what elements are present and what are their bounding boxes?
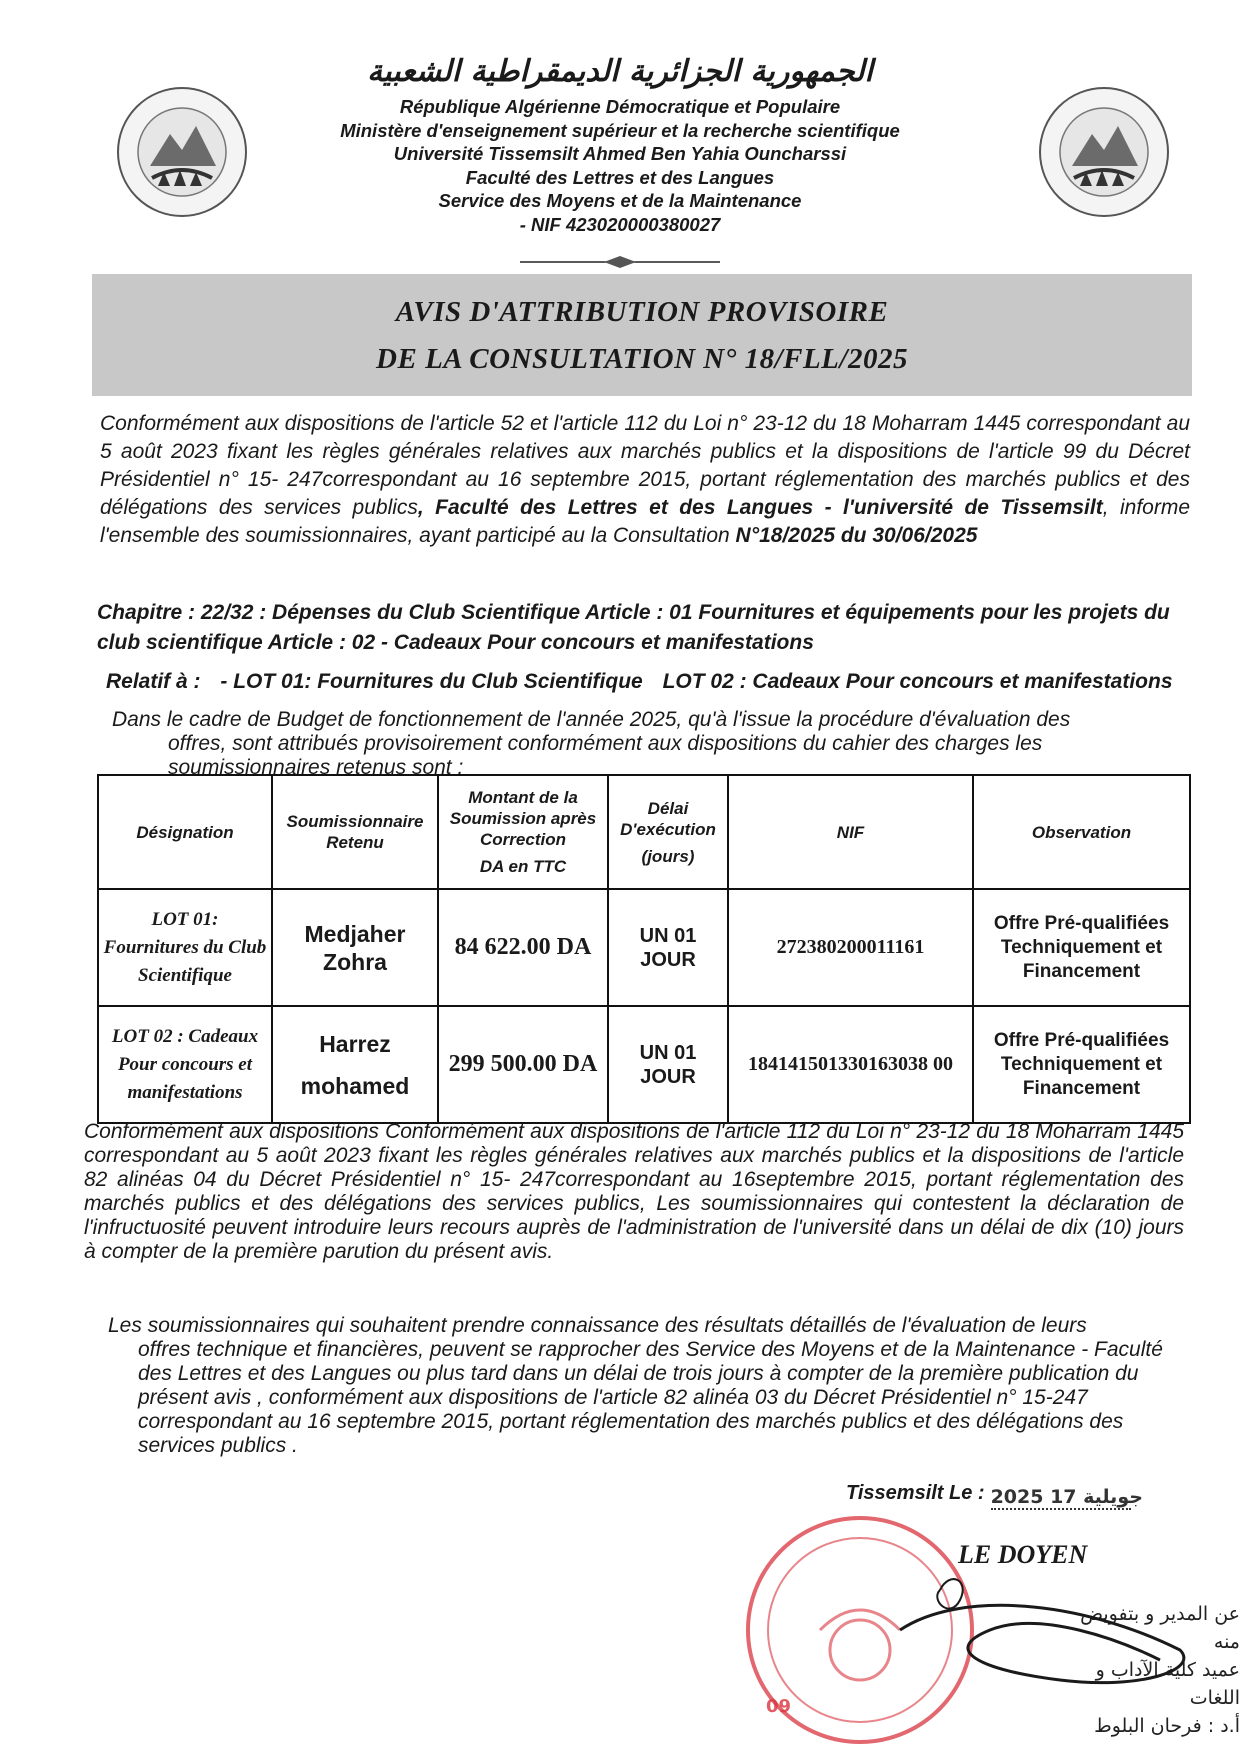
relatif-lot1: - LOT 01: Fournitures du Club Scientifique	[220, 670, 643, 693]
service-name: Service des Moyens et de la Maintenance	[438, 190, 802, 211]
row-montant: 299 500.00 DA	[438, 1006, 608, 1123]
chapitre-paragraph: Chapitre : 22/32 : Dépenses du Club Scientifique Article : 01 Fournitures et équipements pour les projets du club scientifique Article : 02 - Cadeaux Pour concours et manifestations	[97, 601, 1170, 654]
row-designation: LOT 01: Fournitures du Club Scientifique	[98, 889, 272, 1006]
header-montant-label: Montant de la Soumission après Correction	[449, 788, 597, 849]
budget-line-1: Dans le cadre de Budget de fonctionnement de l'année 2025, qu'à l'issue la procédure d'évaluation des	[112, 708, 1071, 731]
signatory-title: LE DOYEN	[958, 1540, 1088, 1569]
handwritten-date: 2025 جويلية 17	[990, 1486, 1143, 1508]
table-header-row	[98, 775, 1190, 889]
intro-text-1: Conformément aux dispositions de l'article 52 et l'article 112 du Loi n° 23-12 du 18 Moharram 1445 correspondant au 5 août 2023 fixant les règles générales relatives aux marchés publics et la dispositions de l'article 99 du Décret Présidentiel n° 15- 247correspondant au 16 septembre 2015, portant réglementation des marchés publics et des délégations des services publics	[100, 412, 1190, 519]
relatif-line	[106, 670, 1196, 694]
divider-ornament	[520, 254, 720, 270]
row-observation: Offre Pré-qualifiées Techniquement et Financement	[973, 1006, 1190, 1123]
banner-title-line1: AVIS D'ATTRIBUTION PROVISOIRE	[395, 296, 889, 328]
attribution-table	[97, 774, 1191, 1124]
table-row	[98, 889, 1190, 1006]
header-delai-label: Délai D'exécution	[620, 798, 716, 839]
row-nif: 272380200011161	[728, 889, 973, 1006]
row-delai: UN 01 JOUR	[608, 889, 728, 1006]
row-soumissionnaire-second: mohamed	[300, 1072, 410, 1099]
header-montant-unit: DA en TTC	[479, 857, 567, 876]
faculty-name: Faculté des Lettres et des Langues	[465, 166, 775, 188]
recours-paragraph: Conformément aux dispositions Conformément aux dispositions de l'article 112 du Loi n° 23-12 du 18 Moharram 1445 correspondant au 5 août 2023 fixant les règles générales relatives aux marchés publics et la dispositions de l'article 82 alinéas 04 du Décret Présidentiel n° 15- 247correspondant au 16septembre 2015, portant réglementation des marchés publics et des délégations des services publics, Les soumissionnaires qui contestent la déclaration de l'infructuosité peuvent introduire leurs recours auprès de l'administration de l'université dans un délai de dix (10) jours à compter de la première parution du présent avis.	[84, 1120, 1184, 1263]
relatif-lot2: LOT 02 : Cadeaux Pour concours et manifestations	[662, 670, 1173, 693]
handwritten-signature	[880, 1570, 1210, 1740]
row-soumissionnaire-second: Zohra	[323, 948, 387, 975]
row-soumissionnaire	[272, 1006, 438, 1123]
row-designation: LOT 02 : Cadeaux Pour concours et manifestations	[98, 1006, 272, 1123]
header-nif: NIF	[728, 775, 973, 889]
signature-line-1: عن المدير و بتفويض منه	[1080, 1603, 1240, 1653]
intro-text-2: , informe l'ensemble des soumissionnaires, ayant participé au la Consultation	[100, 496, 1190, 547]
ministry-name: Ministère d'enseignement supérieur et la recherche scientifique	[340, 119, 900, 141]
row-soumissionnaire-first: Harrez	[319, 1030, 391, 1057]
header-soumissionnaire: Soumissionnaire Retenu	[272, 775, 438, 889]
stamp-number: 09	[766, 1696, 792, 1717]
consultation-paragraph	[108, 1314, 1168, 1458]
signature-line-3: أ.د : فرحان البلوط	[1094, 1715, 1240, 1737]
university-logo-right	[1034, 82, 1174, 222]
republic-name: République Algérienne Démocratique et Populaire	[399, 96, 841, 117]
intro-paragraph	[100, 410, 1190, 550]
signature-line-2: عميد كلية الآداب و اللغات	[1095, 1659, 1240, 1709]
university-logo-left	[112, 82, 252, 222]
header-delai	[608, 775, 728, 889]
header-designation: Désignation	[98, 775, 272, 889]
relatif-label: Relatif à :	[106, 670, 201, 693]
table-row	[98, 1006, 1190, 1123]
row-soumissionnaire	[272, 889, 438, 1006]
header-delai-unit: (jours)	[641, 846, 695, 866]
intro-bold-consultation: N°18/2025 du 30/06/2025	[735, 524, 978, 547]
header-montant	[438, 775, 608, 889]
title-banner	[92, 274, 1192, 396]
intro-bold-faculty: , Faculté des Lettres et des Langues - l'université de Tissemsilt	[417, 496, 1103, 519]
header-observation: Observation	[973, 775, 1190, 889]
budget-line-2: offres, sont attribués provisoirement conformément aux dispositions du cahier des charges les	[168, 732, 1043, 755]
budget-paragraph	[112, 708, 1172, 780]
nif-line: - NIF 423020000380027	[519, 213, 721, 235]
row-soumissionnaire-first: Medjaher	[304, 920, 406, 947]
row-delai: UN 01 JOUR	[608, 1006, 728, 1123]
university-name: Université Tissemsilt Ahmed Ben Yahia Ouncharssi	[393, 143, 847, 164]
date-line	[846, 1482, 1143, 1508]
consultation-rest: offres technique et financières, peuvent se rapprocher des Service des Moyens et de la Maintenance - Faculté des Lettres et des Langues ou plus tard dans un délai de trois jours à compter de la première publication du présent avis , conformément aux dispositions de l'article 82 alinéa 03 du Décret Présidentiel n° 15-247 correspondant au 16 septembre 2015, portant réglementation des marchés publics et des délégations des services publics .	[138, 1338, 1163, 1457]
arabic-republic-title: الجمهورية الجزائرية الديمقراطية الشعبية	[367, 54, 873, 89]
banner-title-line2: DE LA CONSULTATION N° 18/FLL/2025	[376, 343, 908, 375]
consultation-line-1: Les soumissionnaires qui souhaitent prendre connaissance des résultats détaillés de l'évaluation de leurs	[108, 1314, 1087, 1337]
row-nif: 184141501330163038 00	[728, 1006, 973, 1123]
place-label: Tissemsilt Le :	[846, 1482, 985, 1504]
row-montant: 84 622.00 DA	[438, 889, 608, 1006]
letterhead	[250, 54, 990, 236]
budget-line-3: soumissionnaires retenus sont :	[168, 756, 464, 779]
row-observation: Offre Pré-qualifiées Techniquement et Financement	[973, 889, 1190, 1006]
